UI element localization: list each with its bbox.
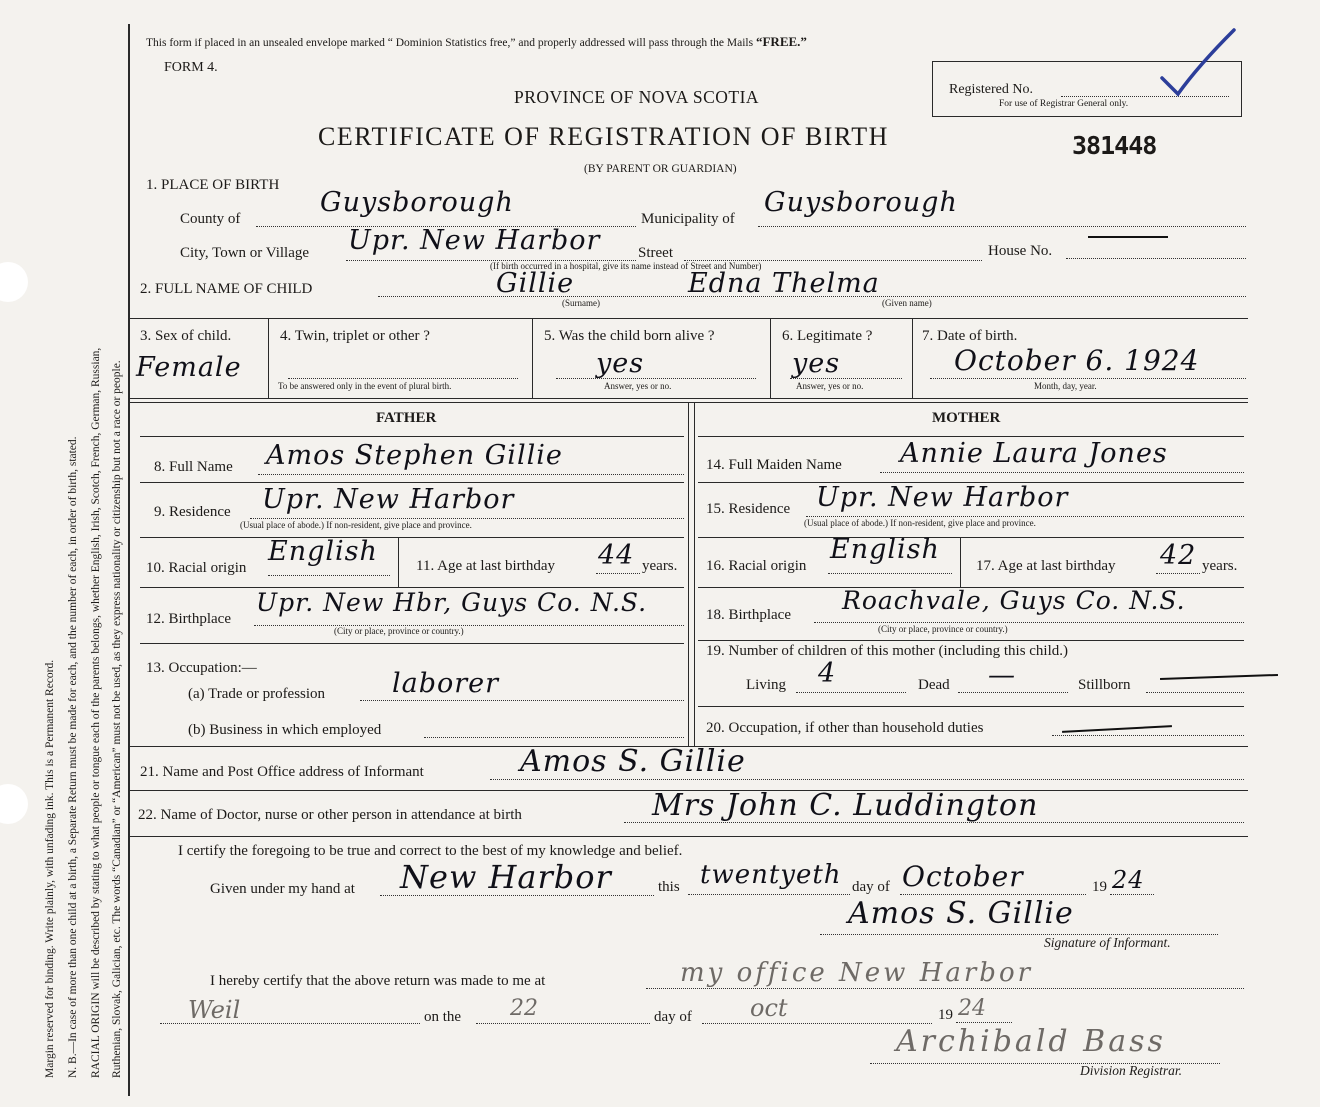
division-registrar-label: Division Registrar. [1080,1063,1183,1078]
legitimate-label: 6. Legitimate ? [782,328,873,344]
dead-label: Dead [918,677,950,693]
punch-hole-bottom [0,784,28,824]
registered-number-note: For use of Registrar General only. [999,99,1129,109]
legitimate-note: Answer, yes or no. [796,381,864,391]
registrar-year-prefix: 19 [938,1007,953,1023]
born-alive-label: 5. Was the child born alive ? [544,328,715,344]
month-value: October [902,860,1024,893]
year-prefix: 19 [1092,879,1107,895]
mother-name-label: 14. Full Maiden Name [706,457,842,473]
margin-note-racial-origin-cont: Ruthenian, Slovak, Galician, etc. The words “Canadian” or “American” must not be used, as they express nationality or citizenship but not a race or people. [111,360,123,1078]
registrar-statement: I hereby certify that the above return was made to me at [210,973,546,989]
born-alive-value: yes [596,348,645,379]
certificate-subtitle: (BY PARENT OR GUARDIAN) [584,163,737,175]
given-place-value: New Harbor [400,858,612,896]
house-number-dash [1088,236,1168,238]
father-birthplace-label: 12. Birthplace [146,611,231,627]
father-occupation-label: 13. Occupation:— [146,660,257,676]
province-heading: PROVINCE OF NOVA SCOTIA [514,87,760,107]
dead-value: — [988,660,1016,691]
mother-birthplace-value: Roachvale, Guys Co. N.S. [842,586,1186,615]
city-value: Upr. New Harbor [348,225,601,256]
mother-birthplace-label: 18. Birthplace [706,607,791,623]
registrar-place-value: my office New Harbor [680,958,1034,988]
living-value: 4 [818,658,837,689]
registrar-weekday-value: Weil [188,996,241,1024]
given-under-label: Given under my hand at [210,881,355,897]
given-name-note: (Given name) [882,298,932,308]
stillborn-label: Stillborn [1078,677,1131,693]
father-trade-label: (a) Trade or profession [188,686,326,702]
mother-heading: MOTHER [932,410,1001,426]
certify-statement: I certify the foregoing to be true and correct to the best of my knowledge and belief. [178,843,683,859]
this-label: this [658,879,680,895]
mother-residence-note: (Usual place of abode.) If non-resident, give place and province. [804,518,1036,528]
father-residence-note: (Usual place of abode.) If non-resident, give place and province. [240,520,472,530]
registrar-year-value: 24 [958,996,986,1021]
sex-value: Female [136,352,242,383]
mother-children-label: 19. Number of children of this mother (including this child.) [706,643,1069,659]
mother-occupation-label: 20. Occupation, if other than household duties [706,720,984,736]
mother-birthplace-note: (City or place, province or country.) [878,624,1008,634]
informant-value: Amos S. Gillie [520,744,746,779]
date-of-birth-label: 7. Date of birth. [922,328,1018,344]
stamp-number: 381448 [1072,131,1157,160]
street-label: Street [638,245,673,261]
year-value: 24 [1112,866,1145,894]
legitimate-value: yes [792,348,841,379]
city-label: City, Town or Village [180,245,310,261]
father-heading: FATHER [376,410,437,426]
margin-rule [128,24,130,1096]
punch-hole-top [0,262,28,302]
father-name-value: Amos Stephen Gillie [266,440,563,471]
surname-note: (Surname) [562,298,600,308]
day-of-label: day of [852,879,890,895]
day-value: twentyeth [700,860,842,890]
child-name-label: 2. FULL NAME OF CHILD [140,281,313,297]
father-birthplace-value: Upr. New Hbr, Guys Co. N.S. [256,588,648,617]
place-of-birth-heading: 1. PLACE OF BIRTH [146,177,280,193]
mother-age-value: 42 [1160,540,1197,571]
form-number: FORM 4. [164,60,218,75]
doctor-label: 22. Name of Doctor, nurse or other person in attendance at birth [138,807,522,823]
mother-years-label: years. [1202,558,1238,574]
hospital-note: (If birth occurred in a hospital, give its name instead of Street and Number) [490,261,762,271]
check-mark-icon [1150,20,1240,100]
child-surname-value: Gillie [496,268,575,299]
county-value: Guysborough [320,187,514,218]
municipality-value: Guysborough [764,187,958,218]
father-age-label: 11. Age at last birthday [416,558,555,574]
certificate-title: CERTIFICATE OF REGISTRATION OF BIRTH [318,122,889,151]
stillborn-dash [1160,674,1278,680]
mother-racial-origin-value: English [830,534,940,565]
living-label: Living [746,677,786,693]
registrar-day-of-label: day of [654,1009,692,1025]
father-racial-origin-value: English [268,536,378,567]
father-birthplace-note: (City or place, province or country.) [334,626,464,636]
signature-of-informant-label: Signature of Informant. [1044,935,1171,950]
father-racial-origin-label: 10. Racial origin [146,560,247,576]
father-age-value: 44 [598,540,635,571]
twin-label: 4. Twin, triplet or other ? [280,328,430,344]
father-residence-value: Upr. New Harbor [262,484,515,515]
margin-note-binding: Margin reserved for binding. Write plainly, with unfading ink. This is a Permanent Record. [44,659,56,1078]
house-number-label: House No. [988,243,1053,259]
on-the-label: on the [424,1009,462,1025]
father-years-label: years. [642,558,678,574]
child-given-name-value: Edna Thelma [688,268,880,299]
registered-number-label: Registered No. [949,82,1033,97]
mother-residence-value: Upr. New Harbor [816,482,1069,513]
date-of-birth-note: Month, day, year. [1034,381,1097,391]
father-business-label: (b) Business in which employed [188,722,382,738]
informant-label: 21. Name and Post Office address of Informant [140,764,424,780]
municipality-label: Municipality of [641,211,735,227]
county-label: County of [180,211,241,227]
registrar-month-value: oct [750,994,788,1022]
registrar-day-value: 22 [510,996,538,1021]
father-trade-value: laborer [392,668,500,699]
date-of-birth-value: October 6. 1924 [954,344,1200,377]
mother-name-value: Annie Laura Jones [900,438,1168,469]
margin-note-racial-origin: RACIAL ORIGIN will be described by stating to what people or tongue each of the parents belongs, whether English, Irish, Scotch, French, German, Russian, [90,347,102,1078]
born-alive-note: Answer, yes or no. [604,381,672,391]
mother-occupation-dash [1062,725,1172,733]
twin-note: To be answered only in the event of plural birth. [278,381,452,391]
father-name-label: 8. Full Name [154,459,233,475]
registrar-signature: Archibald Bass [896,1024,1166,1059]
mother-age-label: 17. Age at last birthday [976,558,1116,574]
doctor-value: Mrs John C. Luddington [652,788,1039,823]
sex-label: 3. Sex of child. [140,328,232,344]
mother-racial-origin-label: 16. Racial origin [706,558,807,574]
mother-residence-label: 15. Residence [706,501,791,517]
margin-note-multiple-births: N. B.—In case of more than one child at a birth, a Separate Return must be made for each, and the number of each, in order of birth, stated. [67,436,79,1078]
father-residence-label: 9. Residence [154,504,231,520]
informant-signature: Amos S. Gillie [848,896,1074,931]
mail-notice: This form if placed in an unsealed envelope marked “ Dominion Statistics free,” and properly addressed will pass through the Mails “FREE.” [146,34,807,49]
